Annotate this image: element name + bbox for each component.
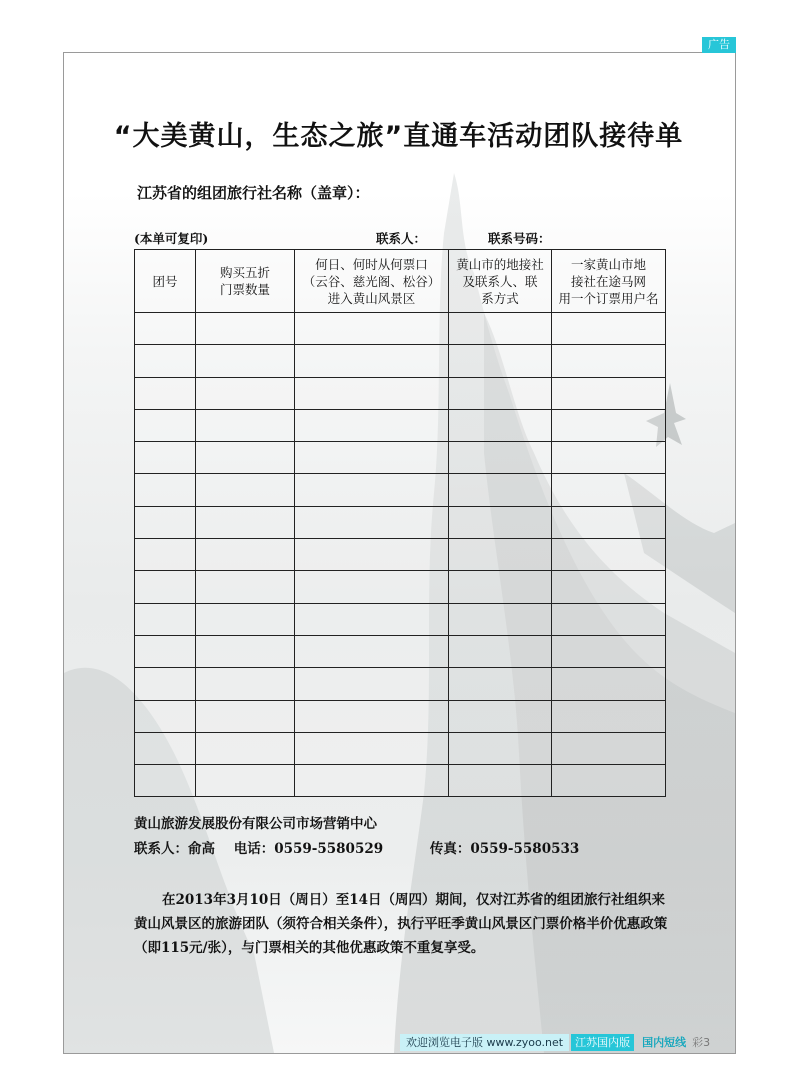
- table-cell: [449, 442, 552, 474]
- table-cell: [135, 539, 196, 571]
- table-row: [135, 732, 666, 764]
- table-cell: [295, 313, 449, 345]
- table-cell: [552, 732, 666, 764]
- table-cell: [295, 409, 449, 441]
- table-cell: [295, 442, 449, 474]
- table-body: [135, 313, 666, 797]
- table-row: [135, 539, 666, 571]
- table-cell: [552, 635, 666, 667]
- table-row: [135, 506, 666, 538]
- table-row: [135, 377, 666, 409]
- table-cell: [449, 409, 552, 441]
- table-cell: [295, 539, 449, 571]
- table-cell: [449, 313, 552, 345]
- table-cell: [135, 668, 196, 700]
- table-row: [135, 409, 666, 441]
- footer-page-number: 彩3: [692, 1036, 711, 1049]
- table-cell: [135, 442, 196, 474]
- table-cell: [295, 668, 449, 700]
- table-cell: [135, 377, 196, 409]
- table-cell: [552, 765, 666, 797]
- contact-tel: 电话：0559-5580529: [233, 841, 384, 857]
- table-row: [135, 345, 666, 377]
- table-cell: [552, 539, 666, 571]
- table-row: [135, 668, 666, 700]
- table-cell: [552, 345, 666, 377]
- table-cell: [552, 506, 666, 538]
- table-cell: [295, 474, 449, 506]
- table-cell: [449, 506, 552, 538]
- table-row: [135, 571, 666, 603]
- table-cell: [552, 377, 666, 409]
- table-cell: [196, 442, 295, 474]
- table-cell: [449, 635, 552, 667]
- table-cell: [196, 765, 295, 797]
- table-cell: [552, 474, 666, 506]
- contact-label: 联系人：: [376, 231, 427, 246]
- footer-bar: [400, 1034, 710, 1051]
- table-cell: [449, 700, 552, 732]
- contact-line: [134, 837, 579, 857]
- policy-notice: 在2013年3月10日（周日）至14日（周四）期间，仅对江苏省的组团旅行社组织来黄山风景区的旅游团队（须符合相关条件），执行平旺季黄山风景区门票价格半价优惠政策（即115元/张），与门票相关的其他优惠政策不重复享受。: [134, 892, 668, 956]
- table-row: [135, 474, 666, 506]
- table-cell: [295, 732, 449, 764]
- table-cell: [196, 539, 295, 571]
- table-row: [135, 765, 666, 797]
- table-cell: [196, 668, 295, 700]
- column-header-ticket-qty: 购买五折 门票数量: [196, 250, 295, 313]
- table-row: [135, 700, 666, 732]
- table-cell: [135, 700, 196, 732]
- table-cell: [449, 571, 552, 603]
- reception-form-table: [134, 249, 666, 797]
- table-cell: [135, 506, 196, 538]
- table-cell: [295, 506, 449, 538]
- table-cell: [552, 668, 666, 700]
- column-header-group-no: 团号: [135, 250, 196, 313]
- table-cell: [295, 765, 449, 797]
- table-cell: [196, 506, 295, 538]
- table-cell: [449, 474, 552, 506]
- table-cell: [135, 571, 196, 603]
- table-cell: [552, 313, 666, 345]
- table-cell: [135, 603, 196, 635]
- table-cell: [295, 700, 449, 732]
- contact-fax: 传真：0559-5580533: [429, 841, 580, 857]
- table-cell: [196, 635, 295, 667]
- contact-person: 联系人：俞高: [134, 841, 215, 857]
- table-cell: [552, 571, 666, 603]
- table-cell: [196, 700, 295, 732]
- table-cell: [295, 603, 449, 635]
- table-cell: [135, 313, 196, 345]
- table-cell: [449, 377, 552, 409]
- table-cell: [552, 442, 666, 474]
- table-cell: [295, 635, 449, 667]
- table-cell: [449, 765, 552, 797]
- table-cell: [135, 732, 196, 764]
- table-header-row: [135, 250, 666, 313]
- table-cell: [196, 345, 295, 377]
- ad-tag: 广告: [702, 37, 736, 53]
- column-header-local-agency: 黄山市的地接社 及联系人、联 系方式: [449, 250, 552, 313]
- footer-welcome-link[interactable]: 欢迎浏览电子版 www.zyoo.net: [400, 1034, 569, 1051]
- column-header-booking-user: 一家黄山市地 接社在途马网 用一个订票用户名: [552, 250, 666, 313]
- table-row: [135, 313, 666, 345]
- agency-name-label: 江苏省的组团旅行社名称（盖章）：: [137, 184, 370, 202]
- table-cell: [196, 571, 295, 603]
- table-cell: [552, 700, 666, 732]
- table-cell: [449, 603, 552, 635]
- table-cell: [552, 603, 666, 635]
- table-cell: [449, 668, 552, 700]
- table-cell: [552, 409, 666, 441]
- table-cell: [135, 765, 196, 797]
- company-name: 黄山旅游发展股份有限公司市场营销中心: [134, 816, 377, 832]
- copy-note: (本单可复印): [134, 231, 209, 246]
- table-cell: [196, 474, 295, 506]
- table-cell: [135, 635, 196, 667]
- table-cell: [135, 409, 196, 441]
- table-cell: [196, 313, 295, 345]
- table-cell: [196, 603, 295, 635]
- table-cell: [196, 409, 295, 441]
- page-title: “大美黄山，生态之旅”直通车活动团队接待单: [113, 121, 684, 152]
- table-cell: [135, 345, 196, 377]
- table-row: [135, 603, 666, 635]
- table-cell: [295, 377, 449, 409]
- footer-edition-badge: 江苏国内版: [571, 1034, 634, 1051]
- table-row: [135, 442, 666, 474]
- column-header-entry-time: 何日、何时从何票口 （云谷、慈光阁、松谷） 进入黄山风景区: [295, 250, 449, 313]
- phone-label: 联系号码：: [488, 231, 551, 246]
- table-cell: [449, 732, 552, 764]
- table-cell: [196, 732, 295, 764]
- table-cell: [295, 345, 449, 377]
- table-row: [135, 635, 666, 667]
- footer-section-name: 国内短线: [642, 1036, 687, 1049]
- table-cell: [196, 377, 295, 409]
- table-cell: [135, 474, 196, 506]
- table-cell: [295, 571, 449, 603]
- table-cell: [449, 345, 552, 377]
- table-cell: [449, 539, 552, 571]
